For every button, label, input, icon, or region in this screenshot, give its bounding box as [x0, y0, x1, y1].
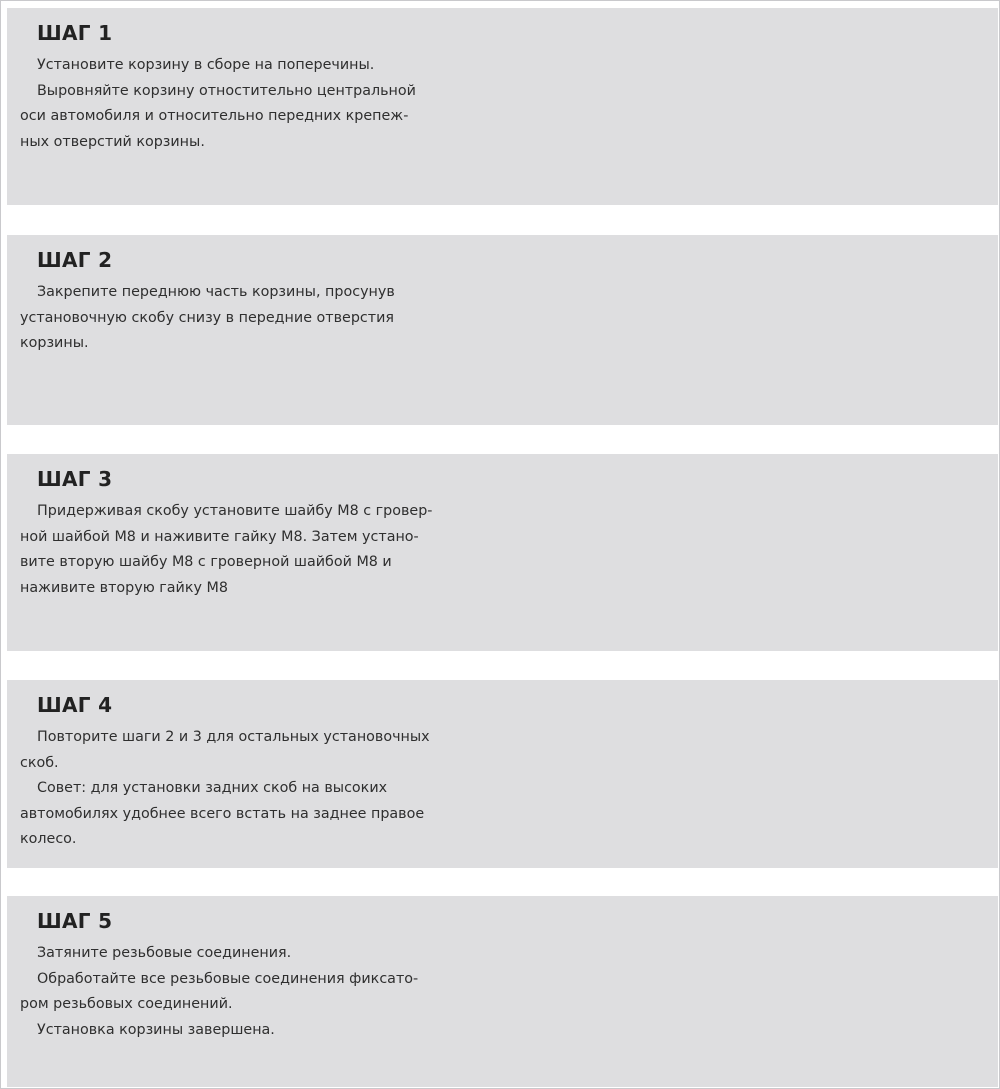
text-line: Затяните резьбовые соединения.: [37, 945, 292, 961]
step-title: ШАГ 5: [37, 909, 113, 933]
step-title: ШАГ 1: [37, 21, 113, 45]
step-text: [20, 53, 480, 155]
text-line: ных отверстий корзины.: [20, 133, 205, 150]
text-line: Повторите шаги 2 и 3 для остальных установочных: [37, 729, 430, 745]
text-line: наживите вторую гайку М8: [20, 579, 228, 596]
text-line: Закрепите переднюю часть корзины, просунув: [37, 284, 395, 300]
text-line: скоб.: [20, 754, 59, 771]
step-title: ШАГ 2: [37, 248, 113, 272]
text-line: ром резьбовых соединений.: [20, 996, 233, 1012]
text-line: оси автомобиля и относительно передних крепеж-: [20, 108, 409, 124]
step-card-4: [7, 680, 998, 868]
step-card-3: [7, 454, 998, 651]
step-card-1: [7, 8, 998, 205]
step-text: [20, 280, 480, 357]
text-line: ной шайбой М8 и наживите гайку М8. Затем устано-: [20, 528, 419, 545]
step-text: [20, 499, 480, 601]
text-line: автомобилях удобнее всего встать на заднее правое: [20, 805, 425, 822]
text-line: вите вторую шайбу М8 с гроверной шайбой М8 и: [20, 554, 392, 570]
step-title: ШАГ 3: [37, 467, 113, 491]
step-text: [20, 941, 480, 1043]
text-line: Совет: для установки задних скоб на высоких: [37, 780, 388, 796]
text-line: корзины.: [20, 335, 89, 351]
step-card-5: [7, 896, 998, 1087]
text-line: Выровняйте корзину отностительно центральной: [37, 82, 416, 99]
text-line: установочную скобу снизу в передние отверстия: [20, 309, 394, 326]
step-text: [20, 725, 480, 853]
text-line: Установка корзины завершена.: [37, 1021, 275, 1038]
text-line: Придерживая скобу установите шайбу М8 с гровер-: [37, 503, 433, 519]
step-card-2: [7, 235, 998, 425]
step-title: ШАГ 4: [37, 693, 113, 717]
text-line: колесо.: [20, 831, 77, 847]
text-line: Обработайте все резьбовые соединения фиксато-: [37, 970, 419, 987]
text-line: Установите корзину в сборе на поперечины.: [37, 57, 375, 73]
